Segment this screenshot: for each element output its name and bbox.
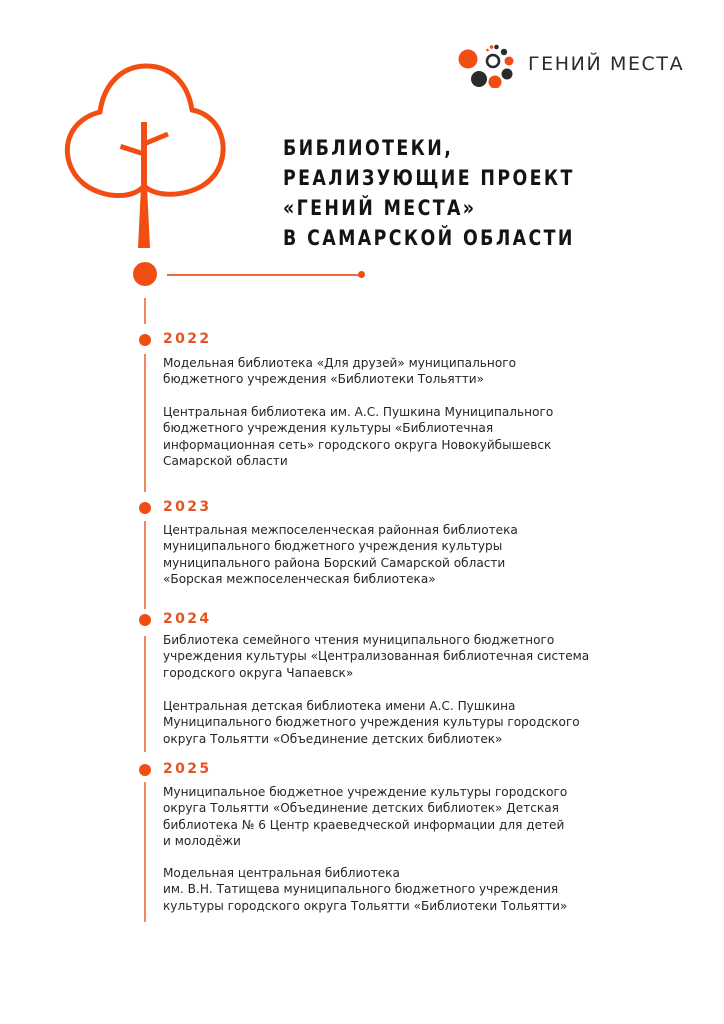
timeline-connector-end-dot <box>358 271 365 278</box>
library-entry-text: Модельная центральная библиотека им. В.Н. Татищева муниципального бюджетного учреждения культуры городского округа Тольятти «Библиотеки Тольятти» <box>163 866 568 913</box>
title-line: «ГЕНИЙ МЕСТА» <box>283 196 477 220</box>
timeline-start-dot <box>133 262 157 286</box>
library-entry-text: Модельная библиотека «Для друзей» муниципального бюджетного учреждения «Библиотеки Тольятти» <box>163 356 516 387</box>
year-label: 2025 <box>163 761 212 777</box>
title-line: В САМАРСКОЙ ОБЛАСТИ <box>283 226 575 250</box>
title-line: БИБЛИОТЕКИ, <box>283 136 454 160</box>
library-entry <box>163 698 580 747</box>
timeline-line <box>144 636 146 752</box>
library-entry <box>163 355 516 388</box>
library-entry-text: Муниципальное бюджетное учреждение культуры городского округа Тольятти «Объединение детских библиотек» Детская библиотека № 6 Центр краеведческой информации для детей и молодёжи <box>163 785 568 848</box>
logo-bubbles-icon <box>456 42 522 88</box>
tree-icon <box>62 62 228 256</box>
year-label: 2023 <box>163 499 212 515</box>
library-entry-text: Центральная межпоселенческая районная библиотека муниципального бюджетного учреждения культуры муниципального района Борский Самарской области «Борская межпоселенческая библиотека» <box>163 523 518 586</box>
year-dot <box>139 502 151 514</box>
library-entry <box>163 865 567 914</box>
year-dot <box>139 614 151 626</box>
logo-text: ГЕНИЙ МЕСТА <box>528 53 685 75</box>
timeline-connector-line <box>167 274 360 276</box>
page-title <box>283 133 600 253</box>
timeline-line <box>144 782 146 922</box>
brand-logo <box>456 42 686 88</box>
title-line: РЕАЛИЗУЮЩИЕ ПРОЕКТ <box>283 166 575 190</box>
library-entry <box>163 784 567 849</box>
timeline-line <box>144 521 146 609</box>
year-label: 2022 <box>163 331 212 347</box>
year-dot <box>139 764 151 776</box>
library-entry <box>163 632 589 681</box>
year-label: 2024 <box>163 611 212 627</box>
library-entry-text: Центральная детская библиотека имени А.С. Пушкина Муниципального бюджетного учреждения культуры городского округа Тольятти «Объединение детских библиотек» <box>163 699 580 746</box>
year-dot <box>139 334 151 346</box>
library-entry <box>163 404 553 469</box>
library-entry-text: Центральная библиотека им. А.С. Пушкина Муниципального бюджетного учреждения культуры «Библиотечная информационная сеть» городского округа Новокуйбышевск Самарской области <box>163 405 554 468</box>
library-entry <box>163 522 518 587</box>
timeline-line <box>144 298 146 324</box>
library-entry-text: Библиотека семейного чтения муниципального бюджетного учреждения культуры «Централизованная библиотечная система городского округа Чапаевск» <box>163 633 590 680</box>
timeline-line <box>144 354 146 492</box>
